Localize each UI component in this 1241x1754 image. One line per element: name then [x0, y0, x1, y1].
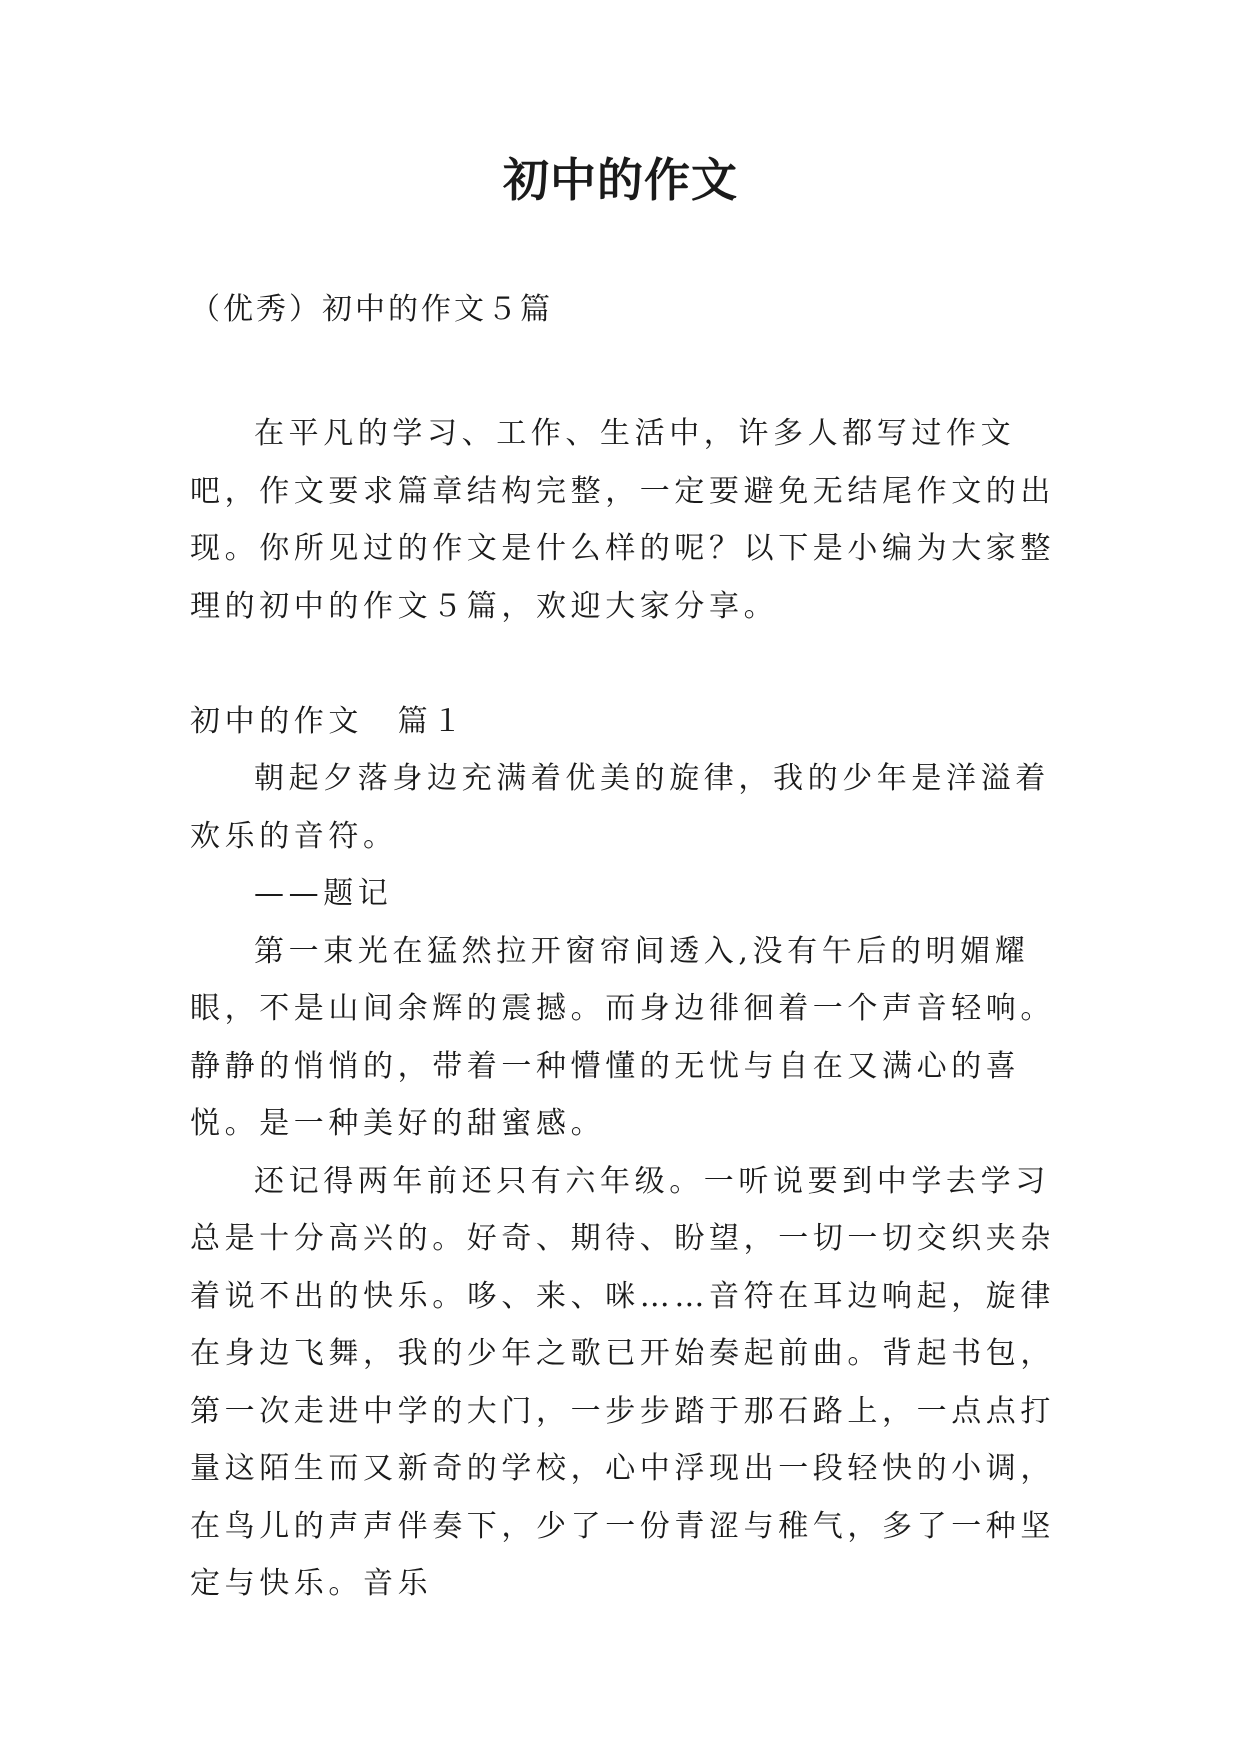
document-subtitle: （优秀）初中的作文５篇 [190, 292, 553, 327]
epigraph-attribution: ——题记 [254, 876, 393, 911]
paragraph-gap [190, 635, 1060, 693]
section-heading: 初中的作文 篇１ [190, 703, 467, 739]
body-paragraph: 第一束光在猛然拉开窗帘间透入,没有午后的明媚耀眼，不是山间余辉的震撼。而身边徘徊着一个声音轻响。静静的悄悄的，带着一种懵懂的无忧与自在又满心的喜悦。是一种美好的甜蜜感。 [190, 933, 1055, 1141]
body-paragraph: 还记得两年前还只有六年级。一听说要到中学去学习总是十分高兴的。好奇、期待、盼望，一切一切交织夹杂着说不出的快乐。哆、来、咪……音符在耳边响起，旋律在身边飞舞，我的少年之歌已开始奏起前曲。背起书包，第一次走进中学的大门，一步步踏于那石路上，一点点打量这陌生而又新奇的学校，心中浮现出一段轻快的小调，在鸟儿的声声伴奏下，少了一份青涩与稚气，多了一种坚定与快乐。音乐 [190, 1163, 1055, 1601]
document-title: 初中的作文 [503, 153, 738, 207]
document-body [190, 405, 1060, 1613]
body-paragraph: 朝起夕落身边充满着优美的旋律，我的少年是洋溢着欢乐的音符。 [190, 761, 1050, 854]
intro-paragraph: 在平凡的学习、工作、生活中，许多人都写过作文吧，作文要求篇章结构完整，一定要避免无结尾作文的出现。你所见过的作文是什么样的呢？以下是小编为大家整理的初中的作文５篇，欢迎大家分享。 [190, 416, 1055, 624]
